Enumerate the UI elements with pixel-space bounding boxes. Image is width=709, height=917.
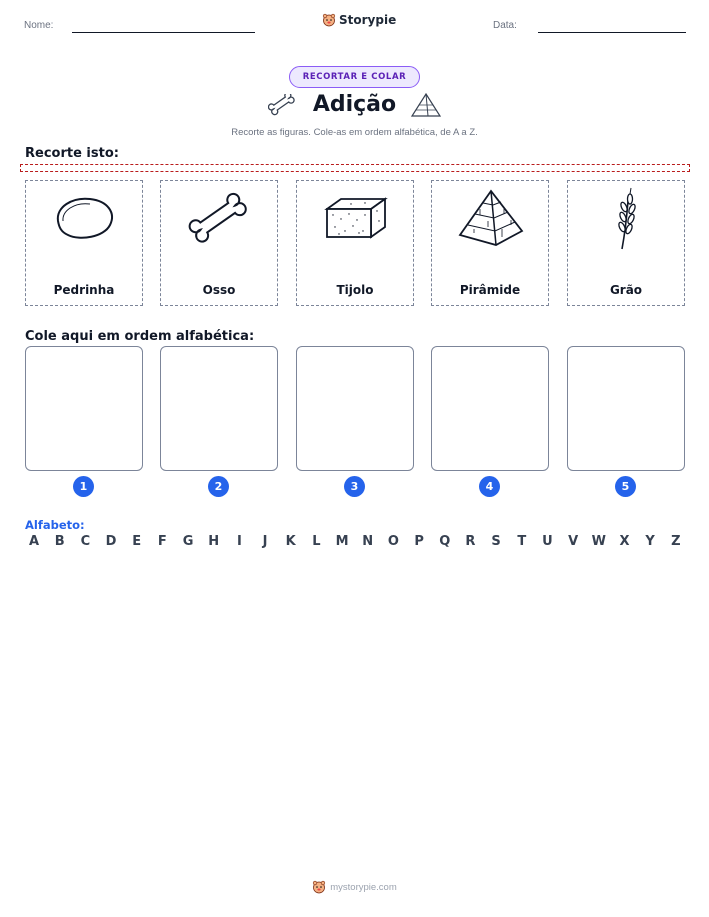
cut-label: Pedrinha bbox=[53, 283, 115, 297]
alphabet-letter: O bbox=[387, 534, 399, 549]
cut-card-bone[interactable] bbox=[160, 180, 278, 306]
cut-label: Osso bbox=[202, 283, 236, 297]
alphabet-letter: R bbox=[465, 534, 476, 549]
alphabet-letter: H bbox=[208, 534, 220, 549]
activity-badge: RECORTAR E COLAR bbox=[289, 66, 420, 88]
alphabet-heading: Alfabeto: bbox=[25, 518, 85, 532]
alphabet-letter: T bbox=[517, 534, 527, 549]
alphabet-letter: I bbox=[236, 534, 242, 549]
pyramid-icon bbox=[456, 187, 526, 251]
number-badge: 4 bbox=[479, 476, 500, 497]
paste-box-3[interactable] bbox=[296, 346, 414, 471]
alphabet-letter: G bbox=[182, 534, 194, 549]
number-badge: 3 bbox=[344, 476, 365, 497]
alphabet-letter: D bbox=[105, 534, 117, 549]
alphabet-letter: L bbox=[312, 534, 321, 549]
brand-name: Storypie bbox=[339, 13, 397, 27]
footer bbox=[0, 880, 709, 894]
alphabet-letter: F bbox=[157, 534, 167, 549]
cut-card-grain[interactable] bbox=[567, 180, 685, 306]
cut-card-pebble[interactable] bbox=[25, 180, 143, 306]
alphabet-letter: Q bbox=[439, 534, 451, 549]
alphabet-letter: Y bbox=[645, 534, 655, 549]
alphabet-letter: U bbox=[542, 534, 553, 549]
page-title: Adição bbox=[312, 92, 397, 117]
wheat-grain-icon bbox=[592, 187, 662, 251]
brand-logo bbox=[322, 13, 396, 27]
alphabet-letter: J bbox=[262, 534, 268, 549]
cut-card-pyramid[interactable] bbox=[431, 180, 549, 306]
alphabet-letter: Z bbox=[671, 534, 681, 549]
date-label: Data: bbox=[493, 20, 517, 31]
storypie-mascot-icon bbox=[322, 13, 336, 27]
number-badge: 2 bbox=[208, 476, 229, 497]
paste-box-5[interactable] bbox=[567, 346, 685, 471]
footer-url[interactable]: mystorypie.com bbox=[330, 881, 397, 893]
alphabet-letter: M bbox=[335, 534, 349, 549]
paste-box-4[interactable] bbox=[431, 346, 549, 471]
alphabet-letter: K bbox=[285, 534, 296, 549]
paste-box-2[interactable] bbox=[160, 346, 278, 471]
number-badge: 5 bbox=[615, 476, 636, 497]
date-line[interactable] bbox=[538, 32, 686, 33]
pebble-icon bbox=[50, 187, 120, 251]
alphabet-letter: P bbox=[414, 534, 424, 549]
cut-label: Pirâmide bbox=[459, 283, 521, 297]
paste-box-1[interactable] bbox=[25, 346, 143, 471]
alphabet-letter: E bbox=[132, 534, 142, 549]
number-badge: 1 bbox=[73, 476, 94, 497]
cut-label: Grão bbox=[609, 283, 643, 297]
cut-label: Tijolo bbox=[336, 283, 374, 297]
cut-line bbox=[20, 164, 690, 172]
cut-heading: Recorte isto: bbox=[25, 146, 119, 161]
pyramid-icon bbox=[410, 92, 442, 120]
cut-card-brick[interactable] bbox=[296, 180, 414, 306]
alphabet-row bbox=[25, 534, 685, 549]
storypie-mascot-icon bbox=[312, 880, 326, 894]
paste-heading: Cole aqui em ordem alfabética: bbox=[25, 329, 255, 344]
brick-icon bbox=[321, 187, 391, 251]
bone-icon bbox=[185, 187, 255, 251]
alphabet-letter: X bbox=[619, 534, 630, 549]
alphabet-letter: V bbox=[568, 534, 579, 549]
instructions: Recorte as figuras. Cole-as em ordem alfabética, de A a Z. bbox=[231, 127, 478, 138]
alphabet-letter: A bbox=[28, 534, 40, 549]
alphabet-letter: B bbox=[54, 534, 65, 549]
name-label: Nome: bbox=[24, 20, 54, 31]
alphabet-letter: W bbox=[591, 534, 606, 549]
alphabet-letter: S bbox=[491, 534, 501, 549]
alphabet-letter: N bbox=[362, 534, 374, 549]
name-line[interactable] bbox=[72, 32, 255, 33]
alphabet-letter: C bbox=[80, 534, 91, 549]
